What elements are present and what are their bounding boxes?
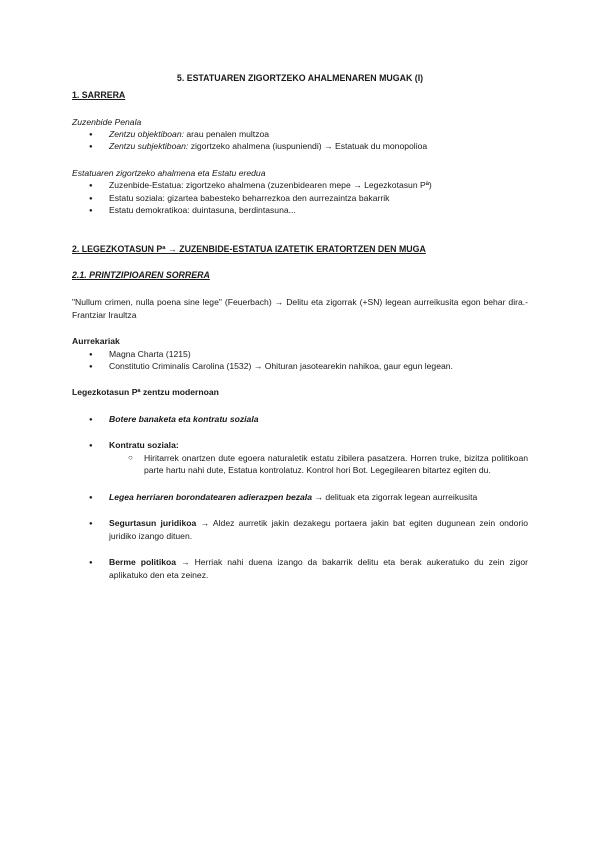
bullet-label: Berme politikoa [109,557,177,568]
legea-list [72,491,528,503]
bullet-label: Zentzu subjektiboan: [109,141,189,152]
estatu-eredua-list [72,179,528,216]
list-item [72,204,528,216]
list-item [72,439,528,451]
section-1-heading: 1. SARRERA [72,89,126,100]
bullet-text: → delituak eta zigorrak legean aurreikusita [311,491,478,502]
segurtasun-list [72,517,528,542]
list-item: ● Constitutio Criminalis Carolina (1532) → Ohituran jasotearekin nahikoa, gaur egun legean. [72,360,528,372]
estatu-eredua-subtitle: Estatuaren zigortzeko ahalmena eta Estatu eredua [72,167,266,178]
document-title: 5. ESTATUAREN ZIGORTZEKO AHALMENAREN MUGAK (I) [176,73,424,83]
section-2-heading: 2. LEGEZKOTASUN Pª → ZUZENBIDE-ESTATUA IZATETIK ERATORTZEN DEN MUGA [72,243,426,254]
bullet-label: Legea herriaren borondatearen adierazpen bezala [109,491,312,502]
bullet-text: arau penalen multzoa [184,128,270,139]
bullet-label: Estatu demokratikoa: [109,205,190,216]
berme-list [72,556,528,581]
list-item: ● Magna Charta (1215) [72,348,528,360]
legezkotasun-modernoa-subtitle: Legezkotasun Pª zentzu modernoan [72,387,219,398]
list-item [72,491,528,503]
aurrekariak-list [72,348,528,373]
intro-paragraph: "Nullum crimen, nulla poena sine lege" (Feuerbach) → Delitu eta zigorrak (+SN) legean aurreikusita egon behar dira.- Frantziar Iraultza [72,297,528,320]
bullet-text: → Herriak nahi duena izango da bakarrik delitu eta berak aukeratuko du zein zigor aplikatuko den eta zeinez. [109,557,528,580]
bullet-label: Kontratu soziala: [109,440,179,451]
list-item [72,140,528,152]
bullet-label: Estatu soziala: [109,192,165,203]
aurrekariak-subtitle: Aurrekariak [72,336,120,347]
list-item [72,192,528,204]
bullet-label: Segurtasun juridikoa [109,518,197,529]
list-item [72,556,528,581]
bullet-text: zigortzeko ahalmena (zuzenbidearen mepe → Legezkotasun Pª) [183,180,432,191]
bullet-text: gizartea babesteko beharrezkoa den aurrezaintza bakarrik [164,192,390,203]
sub-list-item: ○ Hiritarrek onartzen dute egoera naturaletik estatu zibilera pasatzera. Horren truke, bizitza politikoan parte hartu nahi dute, Estatua kontrolatuz. Kontrol hori Bot. Legegilearen bitartez egiten du. [72,452,528,477]
bullet-label: Zuzenbide-Estatua: [109,180,184,191]
list-item [72,179,528,191]
list-item: ● Botere banaketa eta kontratu soziala [72,413,528,425]
list-item [72,517,528,542]
bullet-text: duintasuna, berdintasuna... [189,205,296,216]
kontratu-soziala-list [72,439,528,476]
bullet-text: zigortzeko ahalmena (iuspuniendi) → Estatuak du monopolioa [188,141,428,152]
bullet-text: → Aldez aurretik jakin dezakegu portaera jakin bat egiten dugunean zein ondorio juridiko izango dituen. [109,518,528,541]
section-2-1-heading: 2.1. PRINTZIPIOAREN SORRERA [72,270,210,281]
zuzenbide-penala-subtitle: Zuzenbide Penala [72,116,142,127]
bullet-label: Zentzu objektiboan: [109,128,185,139]
zuzenbide-penala-list [72,128,528,153]
legezkotasun-modernoa-list [72,413,528,425]
list-item [72,128,528,140]
